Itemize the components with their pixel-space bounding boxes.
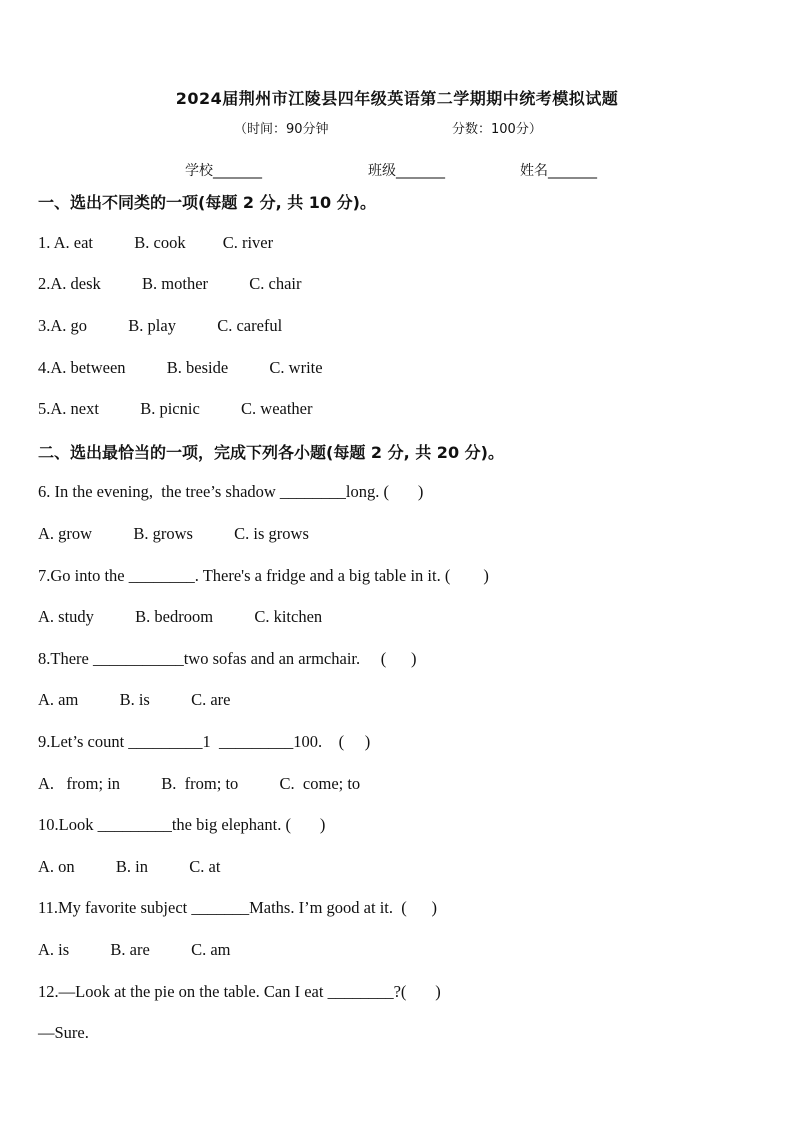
exam-score: 分数：100分） [452,122,542,137]
question-10-options: A. on B. in C. at [38,857,221,876]
question-8: 8.There ___________two sofas and an armchair. ( ) [38,649,417,668]
question-10: 10.Look _________the big elephant. ( ) [38,815,326,834]
exam-time: （时间：90分钟 [234,122,329,137]
question-11-options: A. is B. are C. am [38,940,231,959]
section-1-heading: 一、选出不同类的一项(每题 2 分, 共 10 分)。 [38,193,376,212]
question-9-options: A. from; in B. from; to C. come; to [38,774,361,793]
name-field: 姓名_______ [520,163,597,179]
class-field: 班级_______ [368,163,445,179]
question-8-options: A. am B. is C. are [38,690,231,709]
question-12-response: —Sure. [38,1023,89,1042]
question-7-options: A. study B. bedroom C. kitchen [38,607,323,626]
question-5: 5.A. next B. picnic C. weather [38,399,313,418]
question-1: 1. A. eat B. cook C. river [38,233,274,252]
page-title: 2024届荆州市江陵县四年级英语第二学期期中统考模拟试题 [175,89,619,108]
question-11: 11.My favorite subject _______Maths. I’m good at it. ( ) [38,898,437,917]
question-9: 9.Let’s count _________1 _________100. ( ) [38,732,371,751]
school-field: 学校_______ [185,163,262,179]
question-6: 6. In the evening, the tree’s shadow ________long. ( ) [38,482,424,501]
section-2-heading: 二、选出最恰当的一项，完成下列各小题(每题 2 分, 共 20 分)。 [38,443,504,462]
question-3: 3.A. go B. play C. careful [38,316,283,335]
question-4: 4.A. between B. beside C. write [38,358,323,377]
question-2: 2.A. desk B. mother C. chair [38,274,302,293]
question-6-options: A. grow B. grows C. is grows [38,524,309,543]
question-7: 7.Go into the ________. There's a fridge and a big table in it. ( ) [38,566,489,585]
question-12: 12.—Look at the pie on the table. Can I eat ________?( ) [38,982,441,1001]
